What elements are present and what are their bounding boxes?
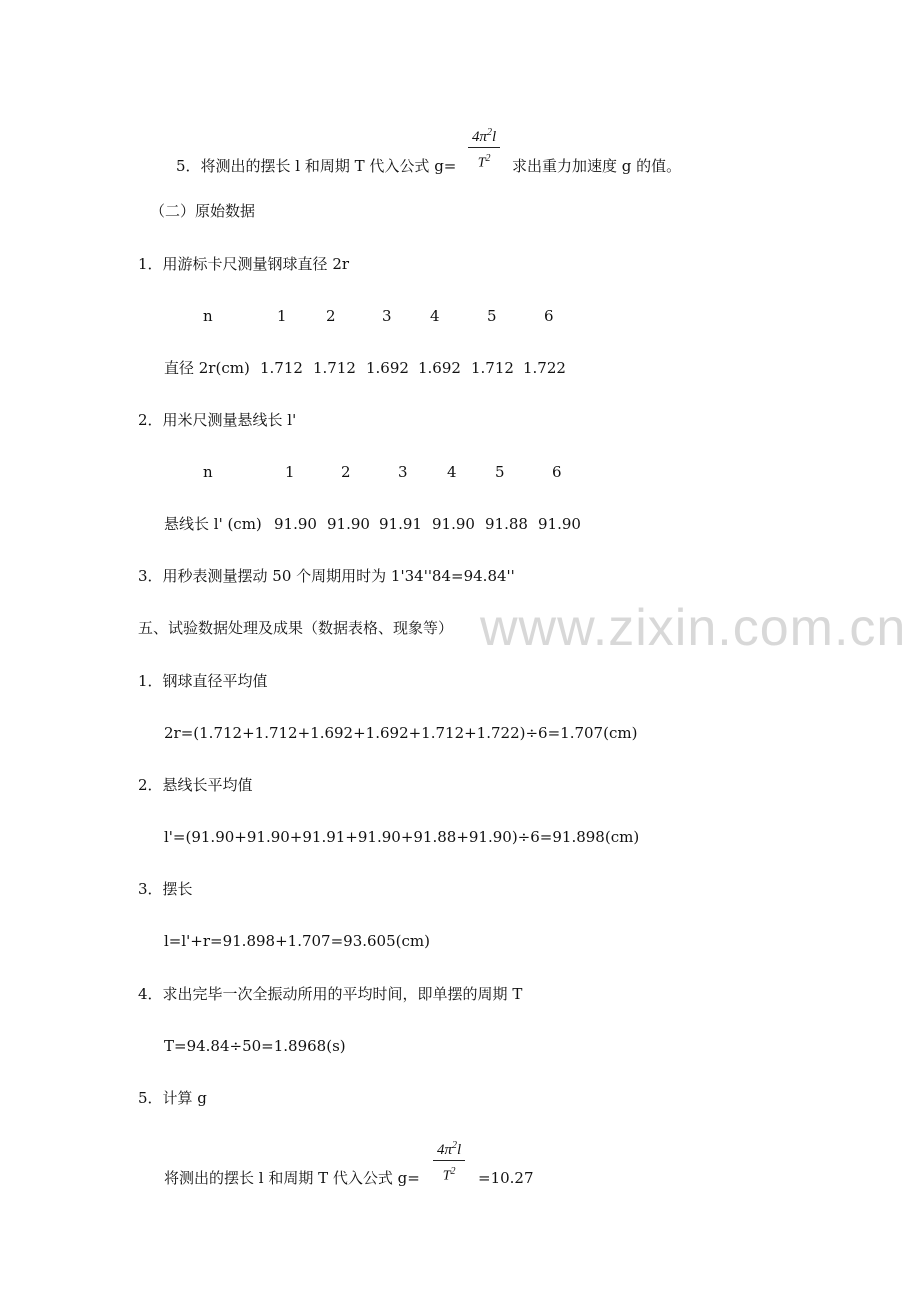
raw2-value: 91.91 [379,515,422,533]
raw2-title: 2．用米尺测量悬线长 l' [138,411,297,429]
raw1-index: 2 [326,307,336,325]
raw1-n-label: n [203,307,213,325]
raw1-value: 1.722 [523,359,566,377]
raw2-row-label: 悬线长 l' (cm) [164,515,262,533]
raw1-index: 1 [277,307,287,325]
raw1-value: 1.692 [418,359,461,377]
raw1-index: 6 [544,307,554,325]
raw1-index: 4 [430,307,440,325]
raw1-index: 3 [382,307,392,325]
step5-intro-suffix: 求出重力加速度 g 的值。 [512,157,682,175]
raw1-value: 1.712 [260,359,303,377]
final-prefix: 将测出的摆长 l 和周期 T 代入公式 g= [164,1169,420,1187]
raw2-value: 91.90 [538,515,581,533]
raw2-value: 91.90 [274,515,317,533]
step5-intro-prefix: 5．将测出的摆长 l 和周期 T 代入公式 g= [176,157,457,175]
proc3-title: 3．摆长 [138,880,193,898]
formula-top [468,124,500,173]
fraction-bar [433,1160,465,1161]
raw1-title: 1．用游标卡尺测量钢球直径 2r [138,255,350,273]
raw2-value: 91.90 [432,515,475,533]
proc2-title: 2．悬线长平均值 [138,776,253,794]
raw2-value: 91.88 [485,515,528,533]
section-raw-data: （二）原始数据 [150,202,256,220]
formula-bottom [433,1137,465,1186]
raw1-row-label: 直径 2r(cm) [164,359,250,377]
proc1-title: 1．钢球直径平均值 [138,672,268,690]
raw2-index: 2 [341,463,351,481]
formula-denominator: $T^2$ [477,153,491,171]
proc4-title: 4．求出完毕一次全振动所用的平均时间，即单摆的周期 T [138,985,523,1003]
formula-numerator: $4\pi^2l$ [437,1140,462,1158]
raw2-value: 91.90 [327,515,370,533]
watermark: www.zixin.com.cn [480,599,907,657]
raw1-value: 1.712 [471,359,514,377]
proc4-body: T=94.84÷50=1.8968(s) [164,1037,346,1055]
raw2-index: 1 [285,463,295,481]
fraction-bar [468,147,500,148]
proc2-body: l'=(91.90+91.90+91.91+91.90+91.88+91.90)÷6=91.898(cm) [164,828,640,846]
raw1-value: 1.712 [313,359,356,377]
raw2-n-label: n [203,463,213,481]
raw2-index: 4 [447,463,457,481]
proc3-body: l=l'+r=91.898+1.707=93.605(cm) [164,932,430,950]
proc1-body: 2r=(1.712+1.712+1.692+1.692+1.712+1.722)÷6=1.707(cm) [164,724,638,742]
final-result: =10.27 [478,1169,534,1187]
raw3-line: 3．用秒表测量摆动 50 个周期用时为 1'34''84=94.84'' [138,567,515,585]
formula-denominator: $T^2$ [442,1166,456,1184]
raw2-index: 5 [495,463,505,481]
section5-heading: 五、试验数据处理及成果（数据表格、现象等） [138,619,454,637]
raw2-index: 3 [398,463,408,481]
raw2-index: 6 [552,463,562,481]
raw1-value: 1.692 [366,359,409,377]
raw1-index: 5 [487,307,497,325]
proc5-title: 5．计算 g [138,1089,207,1107]
formula-numerator: $4\pi^2l$ [472,127,497,145]
